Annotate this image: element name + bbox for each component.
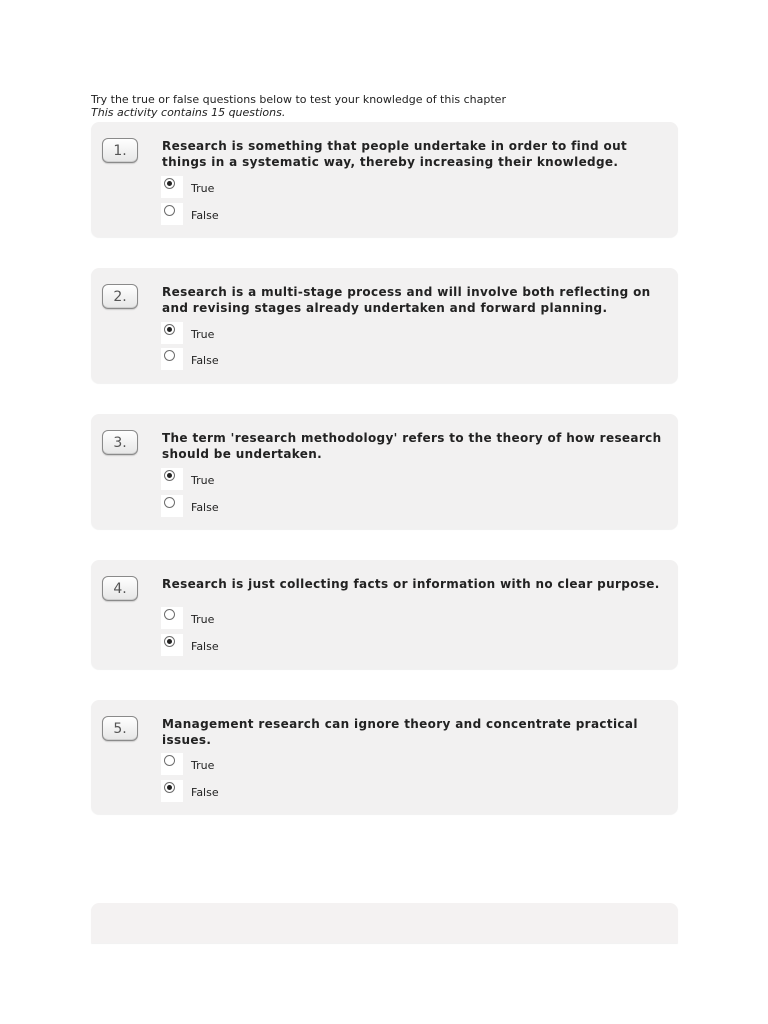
option-label: False <box>191 354 219 367</box>
question-number-badge: 2. <box>102 284 138 309</box>
radio-button[interactable] <box>164 497 175 508</box>
question-number-badge: 3. <box>102 430 138 455</box>
radio-button[interactable] <box>164 178 175 189</box>
radio-button[interactable] <box>164 470 175 481</box>
question-card-4 <box>91 560 678 669</box>
question-card-1 <box>91 122 678 237</box>
question-text: Research is a multi-stage process and will involve both reflecting on and revising stages already undertaken and forward planning. <box>162 285 651 315</box>
radio-button[interactable] <box>164 609 175 620</box>
question-card-5 <box>91 700 678 814</box>
question-card-2 <box>91 268 678 383</box>
option-label: True <box>191 182 215 195</box>
option-label: False <box>191 209 219 222</box>
option-label: False <box>191 786 219 799</box>
instructions-text: Try the true or false questions below to test your knowledge of this chapter <box>91 93 506 106</box>
question-text: Research is just collecting facts or information with no clear purpose. <box>162 577 660 591</box>
question-text: Research is something that people undertake in order to find out things in a systematic way, thereby increasing their knowledge. <box>162 139 628 169</box>
question-card-3 <box>91 414 678 529</box>
question-number-badge: 4. <box>102 576 138 601</box>
radio-button[interactable] <box>164 324 175 335</box>
question-card-next-partial <box>91 903 678 943</box>
question-number-badge: 5. <box>102 716 138 741</box>
radio-button[interactable] <box>164 782 175 793</box>
question-count-text: This activity contains 15 questions. <box>91 106 286 119</box>
option-label: True <box>191 613 215 626</box>
question-text: Management research can ignore theory and concentrate practical issues. <box>162 717 638 747</box>
activity-intro <box>91 93 506 119</box>
option-label: True <box>191 759 215 772</box>
radio-button[interactable] <box>164 205 175 216</box>
radio-button[interactable] <box>164 755 175 766</box>
question-number-badge: 1. <box>102 138 138 163</box>
question-text: The term 'research methodology' refers to the theory of how research should be undertaken. <box>162 431 662 461</box>
option-label: False <box>191 501 219 514</box>
option-label: False <box>191 640 219 653</box>
radio-button[interactable] <box>164 636 175 647</box>
option-label: True <box>191 328 215 341</box>
radio-button[interactable] <box>164 350 175 361</box>
option-label: True <box>191 474 215 487</box>
